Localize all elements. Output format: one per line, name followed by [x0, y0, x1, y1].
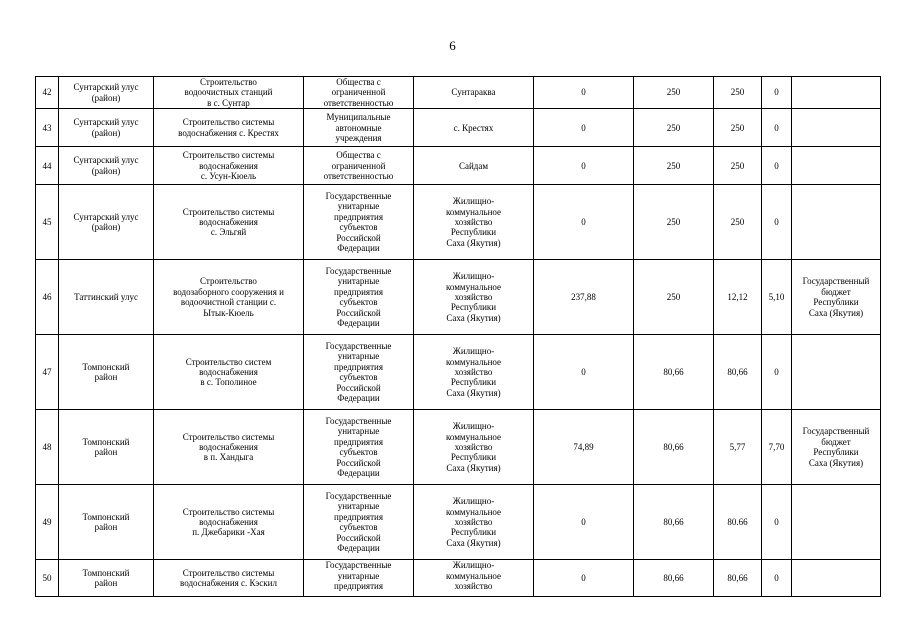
value-3-cell: 250	[714, 185, 762, 260]
district-cell: Сунтарский улус (район)	[59, 109, 154, 147]
operator-cell: Жилищно- коммунальное хозяйство Республики Саха (Якутия)	[414, 335, 534, 410]
value-1-cell: 0	[534, 147, 634, 185]
value-4-cell: 0	[762, 77, 792, 109]
district-cell: Томпонский район	[59, 410, 154, 485]
value-1-cell: 0	[534, 109, 634, 147]
org-form-cell: Общества с ограниченной ответственностью	[304, 147, 414, 185]
operator-cell	[414, 560, 534, 597]
project-cell: Строительство системы водоснабжения с. Кэскил	[154, 560, 304, 597]
value-4-cell: 0	[762, 109, 792, 147]
row-number: 43	[36, 109, 59, 147]
table-row	[36, 147, 881, 185]
operator-cell: Сунтараква	[414, 77, 534, 109]
operator-cell: Жилищно- коммунальное хозяйство Республики Саха (Якутия)	[414, 485, 534, 560]
value-3-cell: 12,12	[714, 260, 762, 335]
operator-text: Жилищно- коммунальное хозяйство	[445, 560, 502, 592]
org-form-cell: Муниципальные автономные учреждения	[304, 109, 414, 147]
value-1-cell: 0	[534, 335, 634, 410]
table-row	[36, 260, 881, 335]
project-cell: Строительство водозаборного сооружения и водоочистной станции с. Ытык-Кюель	[154, 260, 304, 335]
project-cell: Строительство системы водоснабжения с. Эльгяй	[154, 185, 304, 260]
value-1-cell: 0	[534, 77, 634, 109]
table-row	[36, 77, 881, 109]
funding-source-cell	[792, 77, 881, 109]
row-number: 49	[36, 485, 59, 560]
funding-source-cell	[792, 560, 881, 597]
funding-source-cell: Государственный бюджет Республики Саха (Якутия)	[792, 410, 881, 485]
value-4-cell: 0	[762, 147, 792, 185]
value-3-cell: 250	[714, 109, 762, 147]
value-2-cell: 80,66	[634, 335, 714, 410]
org-form-cell: Государственные унитарные предприятия субъектов Российской Федерации	[304, 260, 414, 335]
value-4-cell: 5,10	[762, 260, 792, 335]
row-number: 44	[36, 147, 59, 185]
district-cell: Таттинский улус	[59, 260, 154, 335]
funding-source-cell	[792, 485, 881, 560]
district-cell: Сунтарский улус (район)	[59, 185, 154, 260]
value-4-cell: 0	[762, 185, 792, 260]
value-2-cell: 250	[634, 147, 714, 185]
operator-cell: Сайдам	[414, 147, 534, 185]
project-cell: Строительство водоочистных станций в с. Сунтар	[154, 77, 304, 109]
district-cell: Томпонский район	[59, 485, 154, 560]
org-form-cell: Государственные унитарные предприятия субъектов Российской Федерации	[304, 185, 414, 260]
row-number: 47	[36, 335, 59, 410]
value-2-cell: 80,66	[634, 410, 714, 485]
org-form-cell: Государственные унитарные предприятия субъектов Российской Федерации	[304, 335, 414, 410]
row-number: 48	[36, 410, 59, 485]
project-cell: Строительство системы водоснабжения с. Крестях	[154, 109, 304, 147]
value-4-cell: 7,70	[762, 410, 792, 485]
table-row	[36, 185, 881, 260]
operator-cell: Жилищно- коммунальное хозяйство Республики Саха (Якутия)	[414, 260, 534, 335]
org-form-text: Государственные унитарные предприятия	[325, 560, 392, 592]
row-number: 46	[36, 260, 59, 335]
district-cell: Сунтарский улус (район)	[59, 77, 154, 109]
org-form-cell: Государственные унитарные предприятия субъектов Российской Федерации	[304, 410, 414, 485]
district-cell: Томпонский район	[59, 560, 154, 597]
table-body	[36, 77, 881, 597]
value-3-cell: 80,66	[714, 560, 762, 597]
value-1-cell: 0	[534, 485, 634, 560]
org-form-cell	[304, 560, 414, 597]
value-2-cell: 250	[634, 260, 714, 335]
operator-cell: Жилищно- коммунальное хозяйство Республики Саха (Якутия)	[414, 410, 534, 485]
table-row	[36, 335, 881, 410]
value-1-cell: 0	[534, 185, 634, 260]
table-row	[36, 109, 881, 147]
value-2-cell: 250	[634, 109, 714, 147]
project-cell: Строительство системы водоснабжения в п. Хандыга	[154, 410, 304, 485]
value-4-cell: 0	[762, 335, 792, 410]
funding-source-cell	[792, 147, 881, 185]
org-form-cell: Государственные унитарные предприятия субъектов Российской Федерации	[304, 485, 414, 560]
operator-cell: с. Крестях	[414, 109, 534, 147]
operator-cell: Жилищно- коммунальное хозяйство Республики Саха (Якутия)	[414, 185, 534, 260]
district-cell: Сунтарский улус (район)	[59, 147, 154, 185]
value-4-cell: 0	[762, 560, 792, 597]
value-3-cell: 250	[714, 77, 762, 109]
project-cell: Строительство систем водоснабжения в с. Тополиное	[154, 335, 304, 410]
value-3-cell: 80,66	[714, 335, 762, 410]
funding-source-cell	[792, 335, 881, 410]
table-row	[36, 560, 881, 597]
value-1-cell: 74,89	[534, 410, 634, 485]
investment-table	[35, 76, 881, 597]
value-2-cell: 80,66	[634, 485, 714, 560]
row-number: 45	[36, 185, 59, 260]
value-3-cell: 80.66	[714, 485, 762, 560]
value-3-cell: 5,77	[714, 410, 762, 485]
funding-source-cell: Государственный бюджет Республики Саха (Якутия)	[792, 260, 881, 335]
table-row	[36, 485, 881, 560]
row-number: 42	[36, 77, 59, 109]
value-2-cell: 80,66	[634, 560, 714, 597]
value-2-cell: 250	[634, 185, 714, 260]
value-1-cell: 0	[534, 560, 634, 597]
value-1-cell: 237,88	[534, 260, 634, 335]
value-4-cell: 0	[762, 485, 792, 560]
project-cell: Строительство системы водоснабжения п. Джебарики -Хая	[154, 485, 304, 560]
district-cell: Томпонский район	[59, 335, 154, 410]
org-form-cell: Общества с ограниченной ответственностью	[304, 77, 414, 109]
funding-source-cell	[792, 109, 881, 147]
project-cell: Строительство системы водоснабжения с. Усун-Кюель	[154, 147, 304, 185]
page-number: 6	[449, 38, 456, 53]
funding-source-cell	[792, 185, 881, 260]
value-3-cell: 250	[714, 147, 762, 185]
value-2-cell: 250	[634, 77, 714, 109]
table-row	[36, 410, 881, 485]
row-number: 50	[36, 560, 59, 597]
